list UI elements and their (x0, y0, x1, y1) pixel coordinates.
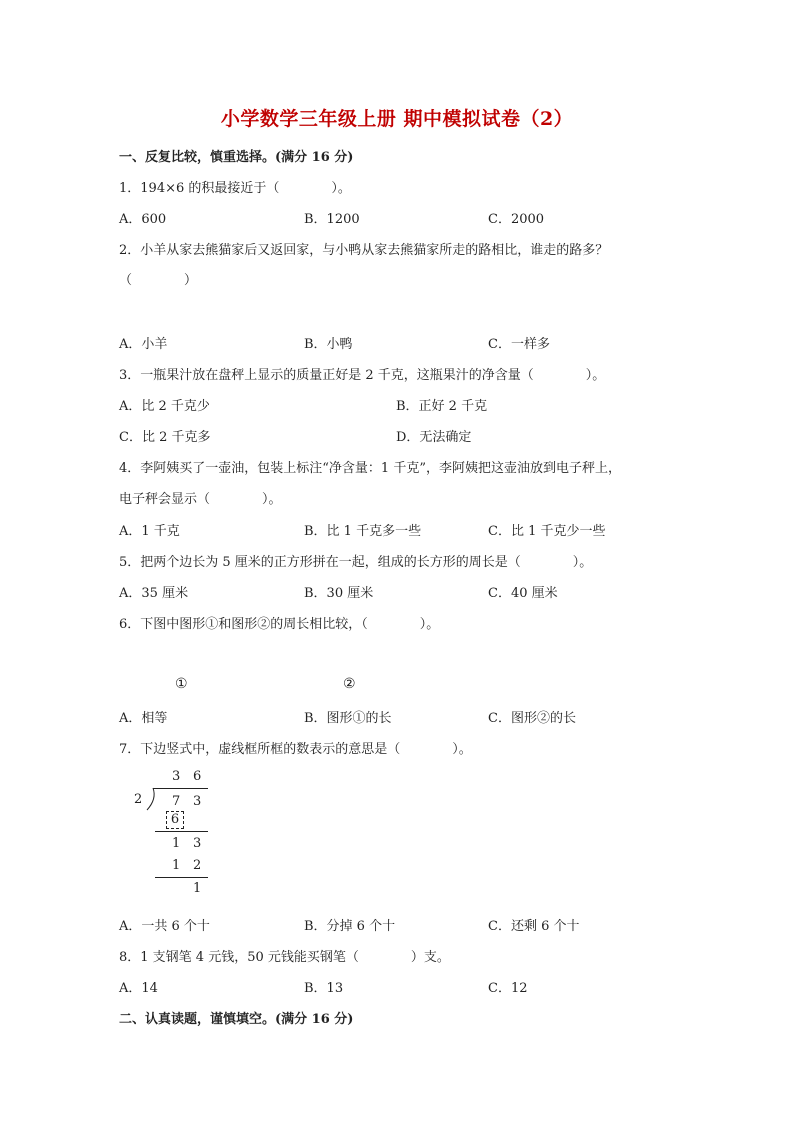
q1-option-b[interactable]: B．1200 (304, 212, 360, 227)
remainder1-ones-digit: 3 (193, 836, 202, 851)
q1-option-c[interactable]: C．2000 (488, 212, 545, 227)
q3-option-a[interactable]: A．比 2 千克少 (119, 399, 210, 414)
final-remainder-digit: 1 (193, 881, 202, 896)
q8-option-a[interactable]: A．14 (119, 981, 158, 996)
question-7: 7．下边竖式中，虚线框所框的数表示的意思是（ ）。 (119, 742, 472, 757)
division-bracket-curve (146, 787, 158, 811)
section-2-heading: 二、认真读题，谨慎填空。(满分 16 分) (119, 1012, 354, 1027)
question-4: 4．李阿姨买了一壶油，包装上标注“净含量：1 千克”，李阿姨把这壶油放到电子秤上， (119, 461, 621, 476)
q8-option-c[interactable]: C．12 (488, 981, 528, 996)
q2-option-c[interactable]: C．一样多 (488, 337, 550, 352)
question-2-blank: （ ） (119, 273, 198, 288)
exam-title: 小学数学三年级上册 期中模拟试卷（2） (220, 108, 574, 130)
figure-1-label: ① (175, 676, 188, 692)
division-bracket-top (153, 788, 208, 789)
dividend-ones-digit: 3 (193, 794, 202, 809)
q5-option-c[interactable]: C．40 厘米 (488, 586, 558, 601)
question-2: 2．小羊从家去熊猫家后又返回家，与小鸭从家去熊猫家所走的路相比，谁走的路多？ (119, 243, 609, 258)
q5-option-b[interactable]: B．30 厘米 (304, 586, 374, 601)
q3-option-d[interactable]: D．无法确定 (396, 430, 472, 445)
q7-option-c[interactable]: C．还剩 6 个十 (488, 919, 580, 934)
question-4-line2: 电子秤会显示（ ）。 (119, 492, 282, 507)
q3-option-c[interactable]: C．比 2 千克多 (119, 430, 211, 445)
q6-option-a[interactable]: A．相等 (119, 711, 168, 726)
q4-option-c[interactable]: C．比 1 千克少一些 (488, 524, 606, 539)
q8-option-b[interactable]: B．13 (304, 981, 344, 996)
quotient-tens-digit: 3 (172, 769, 181, 784)
product2-ones-digit: 2 (193, 858, 202, 873)
question-1: 1．194×6 的积最接近于（ ）。 (119, 181, 351, 196)
remainder1-tens-digit: 1 (172, 836, 181, 851)
division-line-2 (155, 877, 208, 878)
dashed-box-digit: 6 (166, 811, 184, 829)
q6-option-c[interactable]: C．图形②的长 (488, 711, 576, 726)
dividend-tens-digit: 7 (172, 794, 181, 809)
q2-option-a[interactable]: A．小羊 (119, 337, 168, 352)
q1-option-a[interactable]: A．600 (119, 212, 167, 227)
section-1-heading: 一、反复比较，慎重选择。(满分 16 分) (119, 150, 354, 165)
product2-tens-digit: 1 (172, 858, 181, 873)
question-8: 8．1 支钢笔 4 元钱，50 元钱能买钢笔（ ）支。 (119, 950, 450, 965)
q7-option-b[interactable]: B．分掉 6 个十 (304, 919, 396, 934)
q7-option-a[interactable]: A．一共 6 个十 (119, 919, 210, 934)
q2-option-b[interactable]: B．小鸭 (304, 337, 353, 352)
q3-option-b[interactable]: B．正好 2 千克 (396, 399, 488, 414)
question-6: 6．下图中图形①和图形②的周长相比较，（ ）。 (119, 617, 440, 632)
q5-option-a[interactable]: A．35 厘米 (119, 586, 189, 601)
question-3: 3．一瓶果汁放在盘秤上显示的质量正好是 2 千克，这瓶果汁的净含量（ ）。 (119, 368, 606, 383)
q4-option-a[interactable]: A．1 千克 (119, 524, 180, 539)
figure-2-label: ② (343, 676, 356, 692)
q4-option-b[interactable]: B．比 1 千克多一些 (304, 524, 422, 539)
divisor-digit: 2 (134, 792, 143, 807)
division-line-1 (155, 831, 208, 832)
quotient-ones-digit: 6 (193, 769, 202, 784)
question-5: 5．把两个边长为 5 厘米的正方形拼在一起，组成的长方形的周长是（ ）。 (119, 555, 593, 570)
q6-option-b[interactable]: B．图形①的长 (304, 711, 392, 726)
